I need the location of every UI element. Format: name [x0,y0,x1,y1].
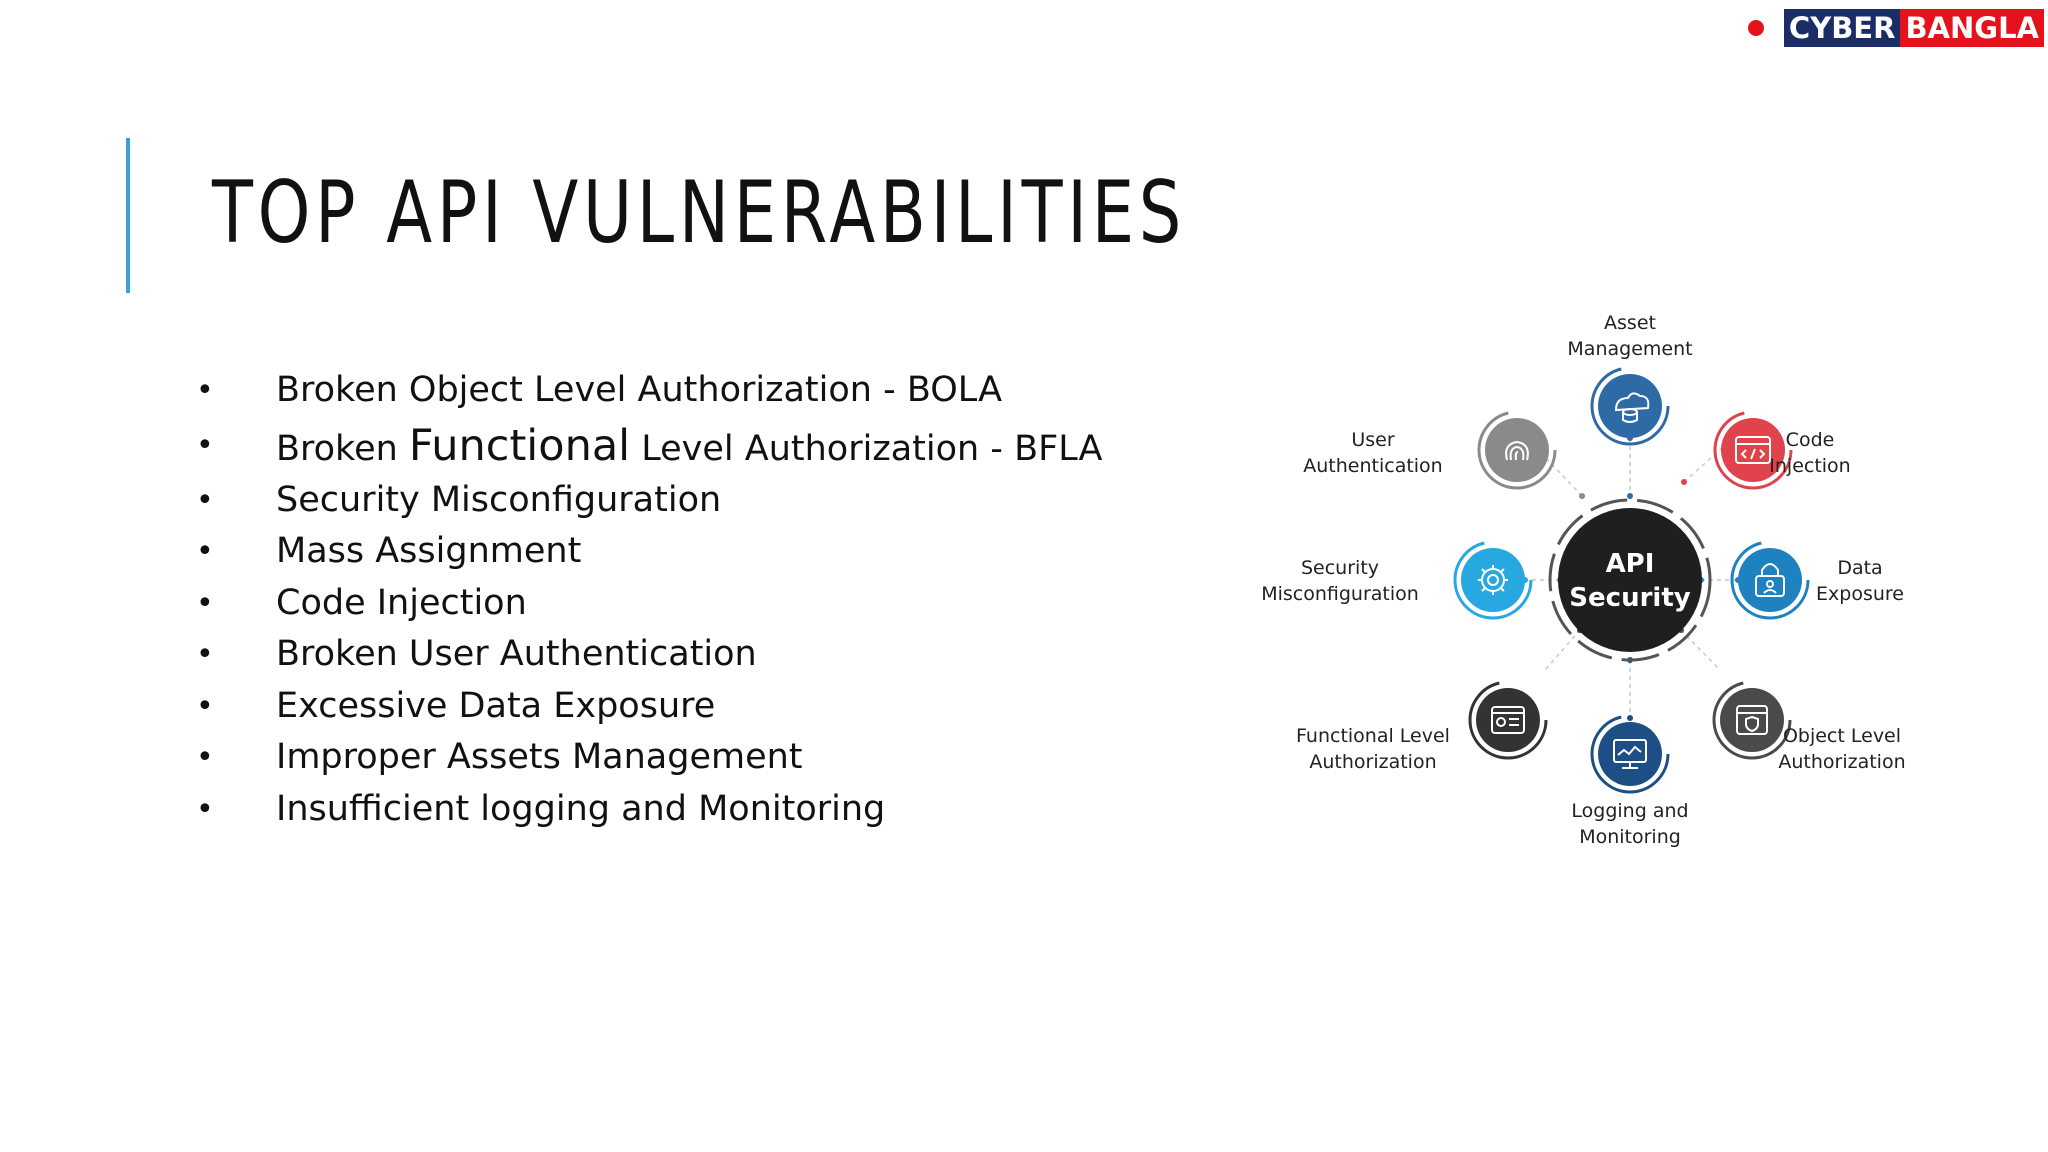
label-user-authentication [1273,427,1473,479]
label-functional-level-authorization [1273,723,1473,775]
label-line2: Authentication [1303,455,1443,477]
label-line1: Security [1300,557,1380,579]
list-item [190,681,1102,733]
label-line2: Authorization [1778,751,1906,773]
list-item-text: Improper Assets Management [276,737,803,777]
list-item [190,578,1102,630]
list-item [190,732,1102,784]
list-item-text-emphasis: Functional [408,420,631,471]
slide-title: TOP API VULNERABILITIES [212,163,1187,263]
label-line2: Misconfiguration [1261,583,1419,605]
list-item [190,365,1102,417]
label-line1: User [1351,429,1395,451]
label-line1: Object Level [1782,725,1902,747]
bullet: • [196,482,214,518]
list-item [190,526,1102,578]
brand-dot [1748,20,1764,36]
node-asset-management [1592,368,1668,444]
node-logging-and-monitoring [1592,716,1668,792]
vulnerability-list [190,365,1102,835]
node-functional-level-authorization [1470,682,1546,758]
label-logging-and-monitoring [1530,798,1730,850]
label-line1: Functional Level [1296,725,1450,747]
label-line2: Monitoring [1579,826,1681,848]
list-item-text: Security Misconfiguration [276,479,722,520]
list-item-text: Insufficient logging and Monitoring [276,788,886,829]
bullet: • [196,427,214,463]
list-item [190,629,1102,681]
title-accent-bar [126,138,130,293]
list-item-text: Mass Assignment [276,531,582,571]
bullet: • [196,740,214,775]
label-data-exposure [1760,555,1960,607]
node-user-authentication [1479,412,1555,488]
list-item [190,475,1102,527]
list-item-text: Excessive Data Exposure [276,685,716,726]
label-line1: Logging and [1571,800,1689,822]
list-item [190,417,1102,475]
list-item-text-after: Level Authorization - BFLA [630,428,1103,469]
center-label [1565,547,1695,615]
bullet: • [196,688,214,724]
brand-logo [1748,9,2044,47]
center-label-line2: Security [1569,583,1691,613]
label-line2: Exposure [1816,583,1904,605]
label-security-misconfiguration [1240,555,1440,607]
label-line2: Management [1567,338,1693,360]
api-security-diagram [1180,300,1940,860]
node-security-misconfiguration [1455,542,1531,618]
label-object-level-authorization [1742,723,1942,775]
label-line2: Authorization [1309,751,1437,773]
bullet: • [196,791,214,827]
list-item-text: Broken Object Level Authorization - BOLA [276,370,1003,410]
list-item-text: Broken User Authentication [276,634,757,674]
label-line2: Injection [1769,455,1851,477]
label-code-injection [1710,427,1910,479]
list-item [190,784,1102,836]
bullet: • [196,637,214,672]
label-line1: Code [1785,429,1835,451]
bullet: • [196,373,214,408]
label-line1: Data [1837,557,1883,579]
label-line1: Asset [1604,312,1656,334]
brand-name-cyber: CYBER [1784,9,1901,47]
center-label-line1: API [1605,549,1655,579]
list-item-text-before: Broken [276,428,409,469]
bullet: • [196,585,214,621]
brand-name-bangla: BANGLA [1900,9,2044,47]
bullet: • [196,534,214,569]
label-asset-management [1530,310,1730,362]
list-item-text: Code Injection [276,582,527,623]
